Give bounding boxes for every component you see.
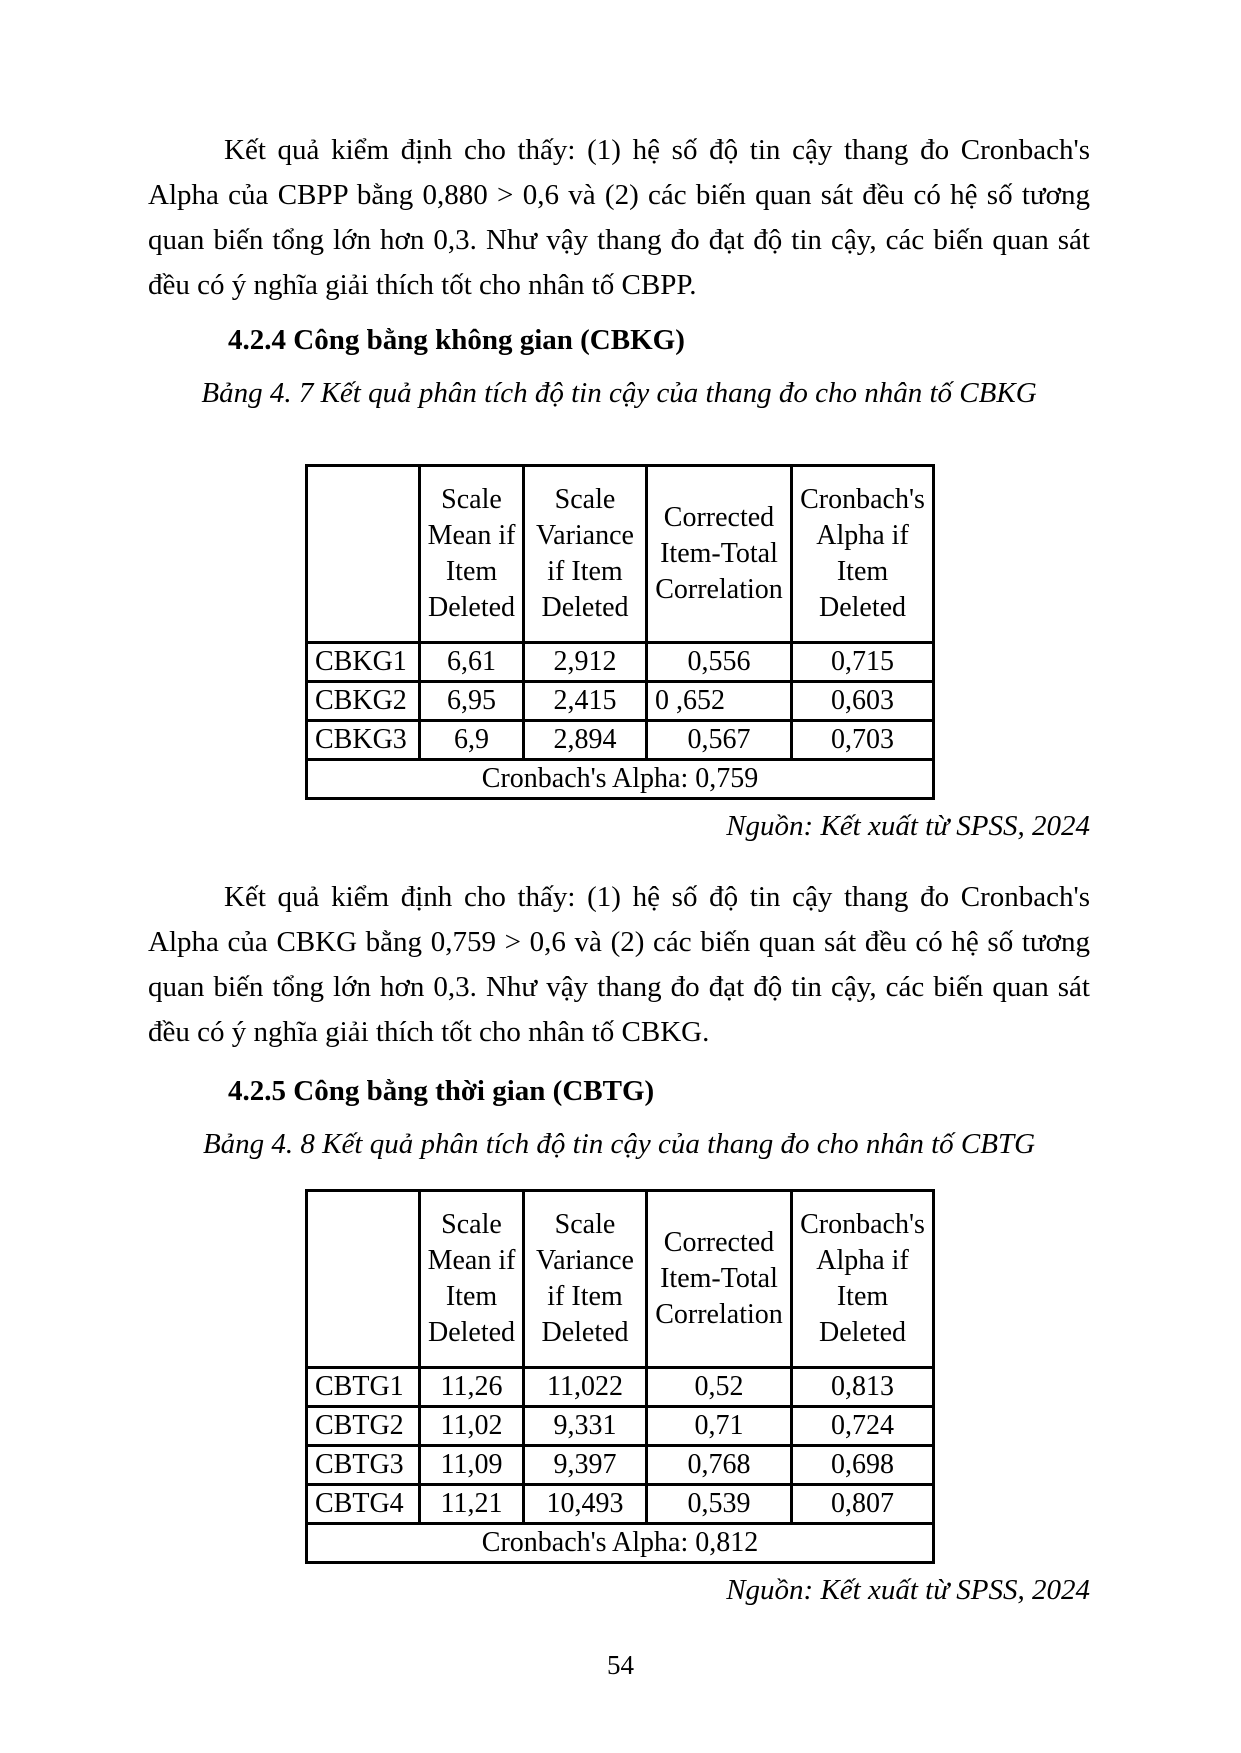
table-cell: 0,556 <box>647 643 792 682</box>
cronbach-alpha-summary: Cronbach's Alpha: 0,759 <box>307 760 934 799</box>
row-label: CBKG3 <box>307 721 420 760</box>
table-cell: 0,603 <box>792 682 934 721</box>
table-cell: 2,415 <box>524 682 647 721</box>
table-cell: 2,912 <box>524 643 647 682</box>
table-row <box>307 1446 934 1485</box>
table-caption-bang-4-7: Bảng 4. 7 Kết quả phân tích độ tin cậy của thang đo cho nhân tố CBKG <box>201 377 1037 409</box>
cronbach-alpha-summary: Cronbach's Alpha: 0,812 <box>307 1524 934 1563</box>
row-label: CBTG2 <box>307 1407 420 1446</box>
table-cell: 11,21 <box>420 1485 524 1524</box>
table-cell: 0,703 <box>792 721 934 760</box>
paragraph-cbpp-result: Kết quả kiểm định cho thấy: (1) hệ số độ tin cậy thang đo Cronbach's Alpha của CBPP bằng 0,880 > 0,6 và (2) các biến quan sát đều có hệ số tương quan biến tổng lớn hơn 0,3. Như vậy thang đo đạt độ tin cậy, các biến quan sát đều có ý nghĩa giải thích tốt cho nhân tố CBPP. <box>148 134 1090 301</box>
col-header-scale-variance: Scale Variance if Item Deleted <box>524 466 647 643</box>
row-label: CBKG2 <box>307 682 420 721</box>
table-cell: 10,493 <box>524 1485 647 1524</box>
page-content <box>0 128 1241 1613</box>
table-row <box>307 1368 934 1407</box>
row-label: CBKG1 <box>307 643 420 682</box>
row-label: CBTG3 <box>307 1446 420 1485</box>
table-cell: 0,768 <box>647 1446 792 1485</box>
col-header-empty <box>307 466 420 643</box>
table-cell: 0,567 <box>647 721 792 760</box>
cbkg-reliability-table <box>305 464 935 800</box>
table-cell: 0,539 <box>647 1485 792 1524</box>
table-header-row <box>307 466 934 643</box>
table-row <box>307 1485 934 1524</box>
paragraph-cbkg-result: Kết quả kiểm định cho thấy: (1) hệ số độ tin cậy thang đo Cronbach's Alpha của CBKG bằng 0,759 > 0,6 và (2) các biến quan sát đều có hệ số tương quan biến tổng lớn hơn 0,3. Như vậy thang đo đạt độ tin cậy, các biến quan sát đều có ý nghĩa giải thích tốt cho nhân tố CBKG. <box>148 881 1090 1048</box>
table-cell: 11,09 <box>420 1446 524 1485</box>
col-header-corrected-item-total: Corrected Item-Total Correlation <box>647 466 792 643</box>
table-footer-row <box>307 760 934 799</box>
table-cell: 11,26 <box>420 1368 524 1407</box>
table-cell: 6,95 <box>420 682 524 721</box>
heading-4-2-5: 4.2.5 Công bằng thời gian (CBTG) <box>228 1075 655 1107</box>
col-header-scale-variance: Scale Variance if Item Deleted <box>524 1191 647 1368</box>
table-footer-row <box>307 1524 934 1563</box>
heading-4-2-4: 4.2.4 Công bằng không gian (CBKG) <box>228 324 685 356</box>
table-caption-bang-4-8: Bảng 4. 8 Kết quả phân tích độ tin cậy của thang đo cho nhân tố CBTG <box>202 1128 1036 1160</box>
table-cell: 9,397 <box>524 1446 647 1485</box>
table-cell: 11,02 <box>420 1407 524 1446</box>
table-cell: 0,52 <box>647 1368 792 1407</box>
table-cell: 0,813 <box>792 1368 934 1407</box>
col-header-scale-mean: Scale Mean if Item Deleted <box>420 1191 524 1368</box>
col-header-scale-mean: Scale Mean if Item Deleted <box>420 466 524 643</box>
row-label: CBTG4 <box>307 1485 420 1524</box>
table-cell: 0,71 <box>647 1407 792 1446</box>
table-cell: 11,022 <box>524 1368 647 1407</box>
source-note: Nguồn: Kết xuất từ SPSS, 2024 <box>726 810 1090 842</box>
table-cell: 6,61 <box>420 643 524 682</box>
table-cell: 0,807 <box>792 1485 934 1524</box>
col-header-cronbach-alpha: Cronbach's Alpha if Item Deleted <box>792 1191 934 1368</box>
source-note: Nguồn: Kết xuất từ SPSS, 2024 <box>726 1574 1090 1606</box>
table-row <box>307 643 934 682</box>
table-cell: 2,894 <box>524 721 647 760</box>
table-cell: 0 ,652 <box>647 682 792 721</box>
col-header-empty <box>307 1191 420 1368</box>
table-row <box>307 682 934 721</box>
table-row <box>307 721 934 760</box>
page-number: 54 <box>607 1650 634 1680</box>
table-cell: 0,698 <box>792 1446 934 1485</box>
table-header-row <box>307 1191 934 1368</box>
table-cell: 0,715 <box>792 643 934 682</box>
col-header-cronbach-alpha: Cronbach's Alpha if Item Deleted <box>792 466 934 643</box>
table-cell: 9,331 <box>524 1407 647 1446</box>
col-header-corrected-item-total: Corrected Item-Total Correlation <box>647 1191 792 1368</box>
cbtg-reliability-table <box>305 1189 935 1564</box>
table-row <box>307 1407 934 1446</box>
row-label: CBTG1 <box>307 1368 420 1407</box>
table-cell: 0,724 <box>792 1407 934 1446</box>
table-cell: 6,9 <box>420 721 524 760</box>
